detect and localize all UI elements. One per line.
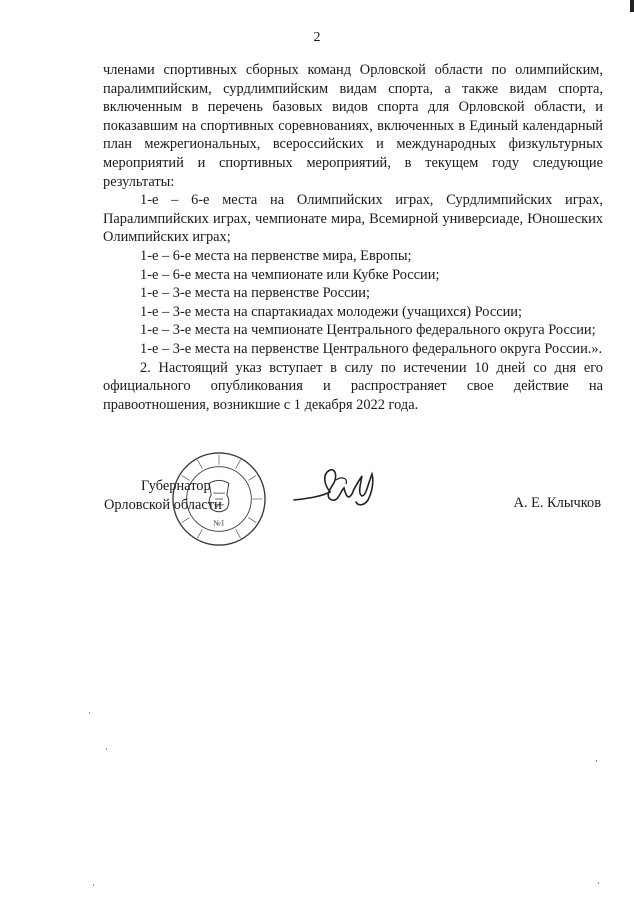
- paragraph-result-4: 1-е – 3-е места на первенстве России;: [140, 285, 370, 302]
- scan-speck: [93, 884, 94, 886]
- paragraph-result-1: 1-е – 6-е места на Олимпийских играх, Сурдлимпийских играх, Паралимпийских играх, чемпионате мира, Всемирной универсиаде, Юношеских Олимпийских играх;: [103, 192, 603, 246]
- paragraph-effective-date: 2. Настоящий указ вступает в силу по истечении 10 дней со дня его официального опубликования и распространяет свое действие на правоотношения, возникшие с 1 декабря 2022 года.: [103, 359, 603, 413]
- paragraph-intro: членами спортивных сборных команд Орловской области по олимпийским, паралимпийским, сурдлимпийским видам спорта, а также видам спорта, включенным в перечень базовых видов спорта для Орловской области, и показавшим на спортивных соревнованиях, включенных в Единый календарный план межрегиональных, всероссийских и международных физкультурных мероприятий и спортивных мероприятий, в текущем году следующие результаты:: [103, 62, 603, 190]
- handwritten-signature: [292, 462, 382, 512]
- scan-corner-mark: [630, 0, 634, 12]
- governor-name: А. Е. Клычков: [513, 495, 601, 511]
- svg-text:№1: №1: [213, 518, 225, 528]
- document-body: [103, 61, 603, 414]
- paragraph-result-5: 1-е – 3-е места на спартакиадах молодежи (учащихся) России;: [140, 303, 522, 320]
- paragraph-result-7: 1-е – 3-е места на первенстве Центрального федерального округа России.».: [140, 340, 603, 357]
- paragraph-result-3: 1-е – 6-е места на чемпионате или Кубке России;: [140, 266, 440, 283]
- scan-speck: [598, 882, 599, 884]
- page-number: 2: [313, 30, 321, 45]
- scan-speck: [89, 712, 90, 714]
- scan-speck: [596, 760, 597, 762]
- signature-block: [0, 450, 634, 560]
- governor-title: [104, 477, 222, 514]
- governor-title-line1: Губернатор: [141, 478, 211, 494]
- paragraph-result-6: 1-е – 3-е места на чемпионате Центрального федерального округа России;: [140, 322, 596, 339]
- governor-title-line2: Орловской области: [104, 496, 222, 513]
- scan-speck: [106, 748, 107, 750]
- paragraph-result-2: 1-е – 6-е места на первенстве мира, Европы;: [140, 247, 412, 264]
